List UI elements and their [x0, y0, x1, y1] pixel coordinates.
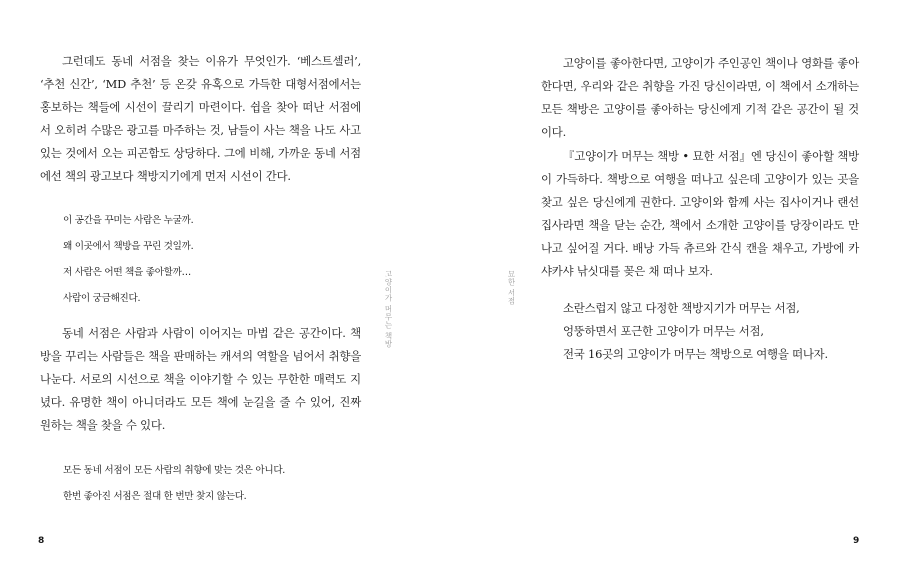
running-head-left: 고양이가 머무는 책방: [384, 270, 393, 348]
quote-line: 왜 이곳에서 책방을 꾸린 것일까.: [63, 241, 194, 252]
closing-line: 엉뚱하면서 포근한 고양이가 머무는 서점,: [563, 324, 764, 338]
page-number-right: 9: [853, 536, 860, 546]
left-paragraph-1: 그런데도 동네 서점을 찾는 이유가 무엇인가. ‘베스트셀러’, ‘추천 신간’, ‘MD 추천’ 등 온갖 유혹으로 가득한 대형서점에서는 홍보하는 책들에 시선이 끌리기 마련이다. 쉽을 찾아 떠난 서점에서 오히려 수많은 광고를 마주하는 것, 남들이 사는 책을 나도 사고 있는 것에서 오는 피곤함도 상당하다. 그에 비해, 가까운 동네 서점에선 책의 광고보다 책방지기에게 먼저 시선이 간다.: [40, 54, 361, 183]
left-quote-block-2: [63, 458, 285, 510]
quote-line: 사람이 궁금해진다.: [63, 293, 141, 304]
quote-line: 저 사람은 어떤 책을 좋아할까…: [63, 267, 191, 278]
page-number-left: 8: [38, 536, 45, 546]
right-paragraph-1: 고양이를 좋아한다면, 고양이가 주인공인 책이나 영화를 좋아한다면, 우리와 같은 취향을 가진 당신이라면, 이 책에서 소개하는 모든 책방은 고양이를 좋아하는 당신에게 기적 같은 공간이 될 것이다.: [541, 56, 859, 139]
right-paragraph-2: 『고양이가 머무는 책방 • 묘한 서점』엔 당신이 좋아할 책방이 가득하다. 책방으로 여행을 떠나고 싶은데 고양이가 있는 곳을 찾고 싶은 당신에게 권한다. 고양이와 함께 사는 집사이거나 랜선 집사라면 책을 닫는 순간, 책에서 소개한 고양이를 당장이라도 만나고 싶어질 거다. 배낭 가득 츄르와 간식 캔을 채우고, 가방에 카샤카샤 낚싯대를 꽂은 채 떠나 보자.: [541, 149, 859, 278]
left-quote-block-1: [63, 208, 193, 312]
closing-line: 소란스럽지 않고 다정한 책방지기가 머무는 서점,: [563, 301, 800, 315]
quote-line: 한번 좋아진 서점은 절대 한 번만 찾지 않는다.: [63, 491, 247, 502]
right-page: [450, 0, 899, 583]
quote-line: 이 공간을 꾸미는 사람은 누굴까.: [63, 215, 194, 226]
running-head-right: 묘한 서점: [507, 270, 516, 305]
quote-line: 모든 동네 서점이 모든 사람의 취향에 맞는 것은 아니다.: [63, 465, 286, 476]
right-closing-lines: [541, 297, 859, 366]
closing-line: 전국 16곳의 고양이가 머무는 책방으로 여행을 떠나자.: [563, 347, 828, 361]
left-page: [0, 0, 449, 583]
left-paragraph-2: 동네 서점은 사람과 사람이 이어지는 마법 같은 공간이다. 책방을 꾸리는 사람들은 책을 판매하는 캐셔의 역할을 넘어서 취향을 나눈다. 서로의 시선으로 책을 이야기할 수 있는 무한한 매력도 지녔다. 유명한 책이 아니더라도 모든 책에 눈길을 줄 수 있어, 진짜 원하는 책을 찾을 수 있다.: [40, 326, 361, 432]
